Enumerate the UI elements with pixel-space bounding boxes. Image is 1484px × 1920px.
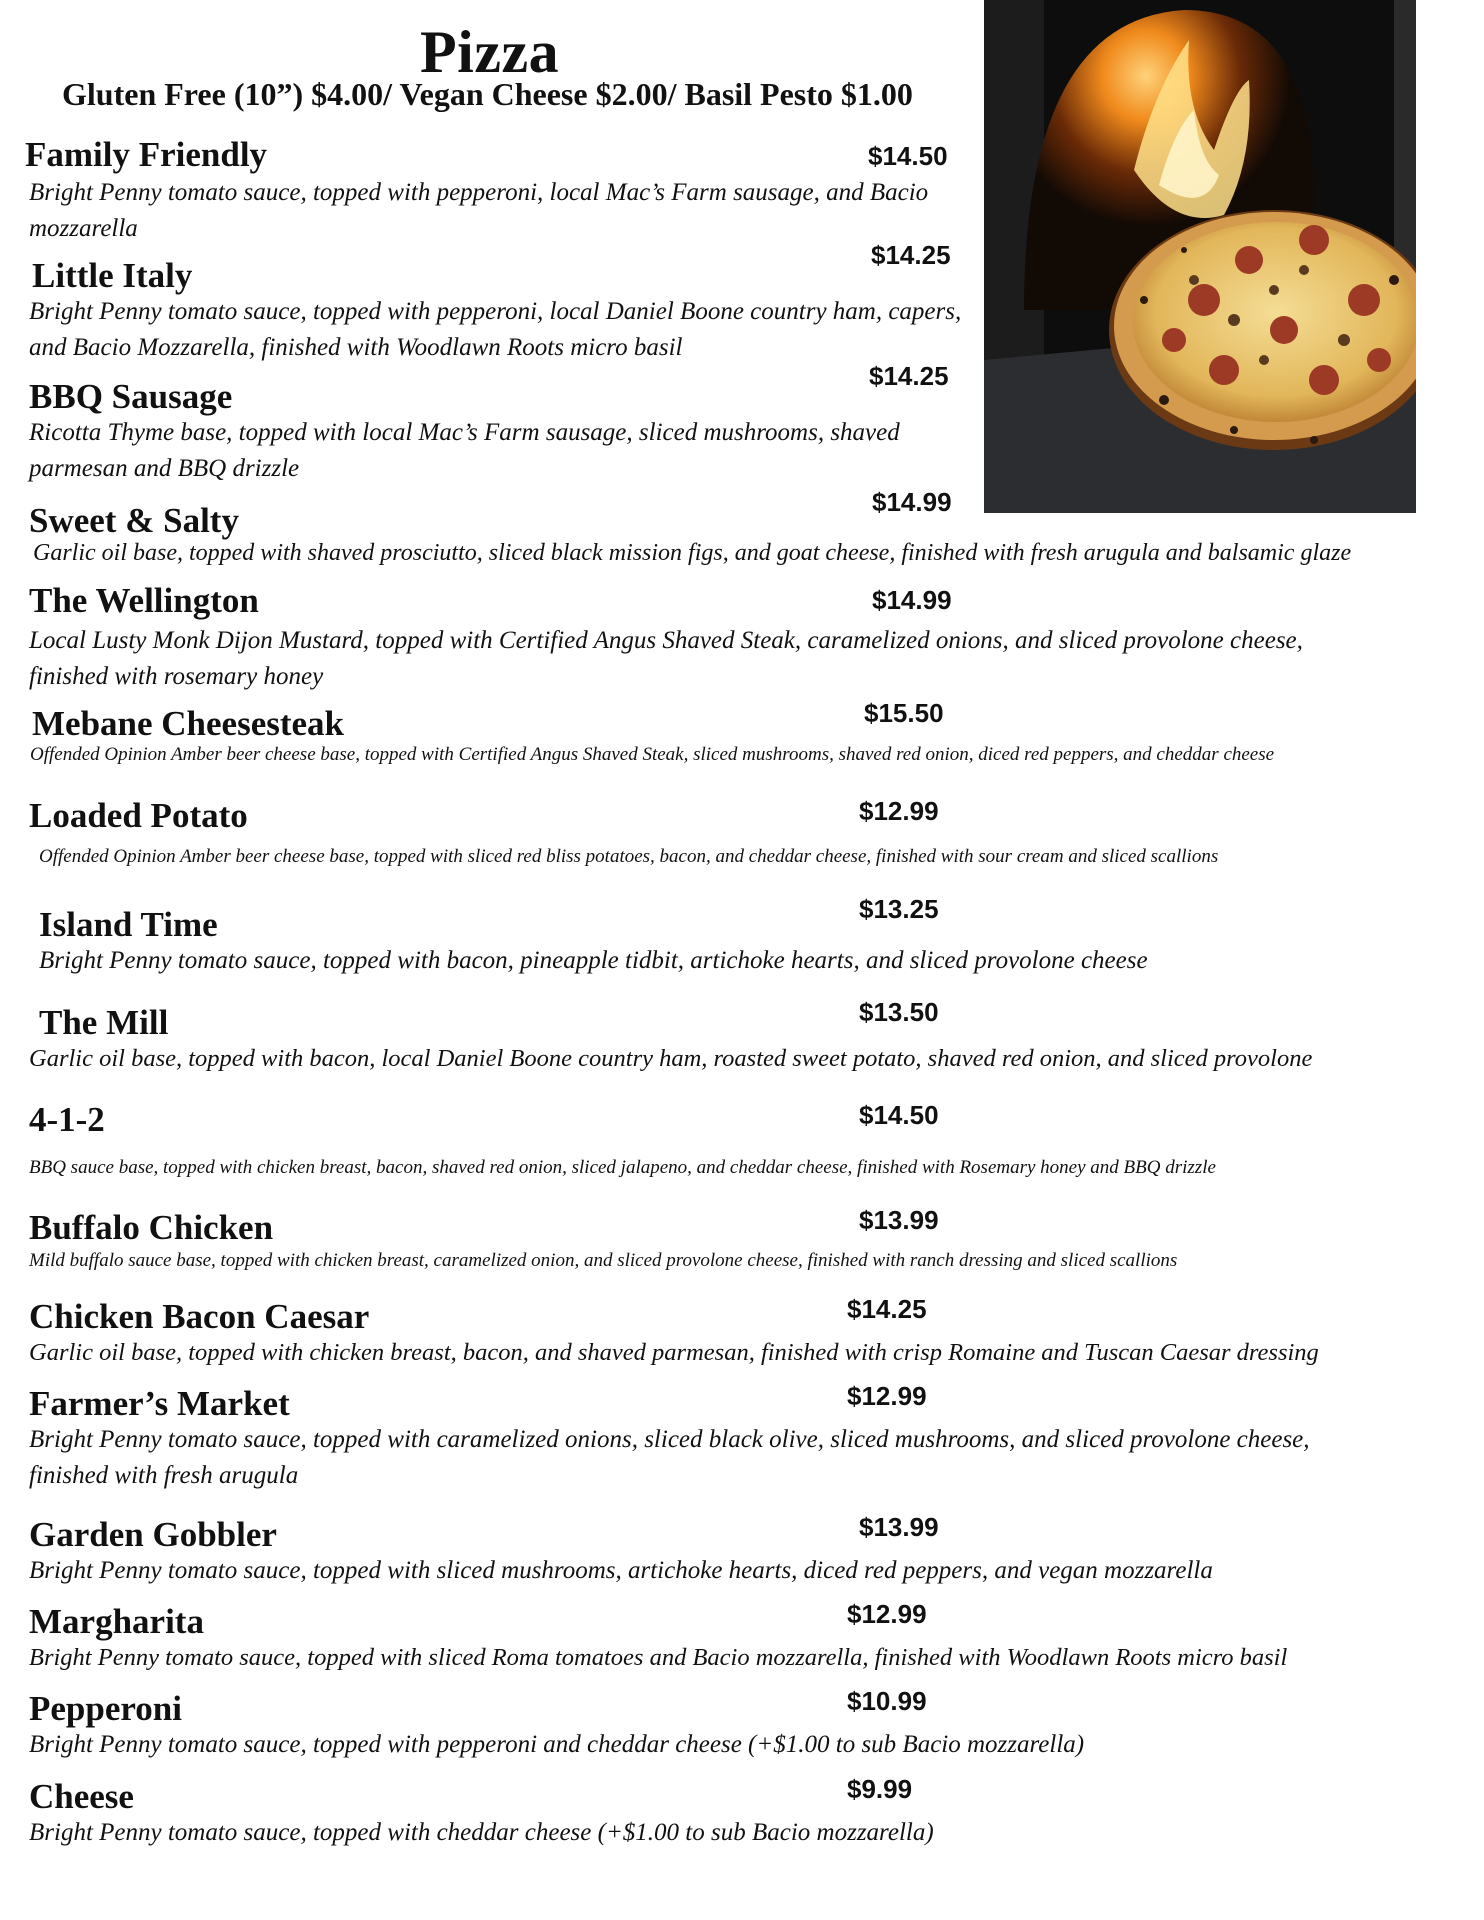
item-name: Margharita — [29, 1602, 204, 1641]
menu-subtitle: Gluten Free (10”) $4.00/ Vegan Cheese $2.00/ Basil Pesto $1.00 — [62, 76, 913, 112]
item-name: Island Time — [39, 905, 218, 944]
item-name: Loaded Potato — [29, 796, 248, 835]
item-price: $12.99 — [859, 796, 939, 826]
item-name: Little Italy — [32, 256, 193, 295]
item-price: $14.99 — [872, 487, 952, 517]
item-price: $10.99 — [847, 1686, 927, 1716]
item-description: Ricotta Thyme base, topped with local Mac’s Farm sausage, sliced mushrooms, shaved parmesan and BBQ drizzle — [29, 419, 900, 482]
item-description: Garlic oil base, topped with bacon, local Daniel Boone country ham, roasted sweet potato, shaved red onion, and sliced provolone — [29, 1045, 1313, 1072]
item-description: Bright Penny tomato sauce, topped with pepperoni, local Daniel Boone country ham, capers, and Bacio Mozzarella, finished with Woodlawn Roots micro basil — [29, 298, 962, 361]
item-price: $13.25 — [859, 894, 939, 924]
item-price: $14.25 — [871, 240, 951, 270]
item-price: $14.25 — [869, 361, 949, 391]
item-price: $13.99 — [859, 1205, 939, 1235]
item-name: Sweet & Salty — [29, 501, 239, 540]
item-price: $14.99 — [872, 585, 952, 615]
item-description: Bright Penny tomato sauce, topped with sliced mushrooms, artichoke hearts, diced red peppers, and vegan mozzarella — [29, 1557, 1213, 1584]
item-description: Garlic oil base, topped with shaved prosciutto, sliced black mission figs, and goat cheese, finished with fresh arugula and balsamic glaze — [33, 540, 1352, 566]
item-name: Garden Gobbler — [29, 1515, 277, 1554]
item-name: Mebane Cheesesteak — [32, 704, 345, 743]
item-description: Offended Opinion Amber beer cheese base, topped with Certified Angus Shaved Steak, sliced mushrooms, shaved red onion, diced red peppers, and cheddar cheese — [30, 744, 1275, 765]
item-price: $14.25 — [847, 1294, 927, 1324]
item-price: $13.50 — [859, 997, 939, 1027]
item-description: Bright Penny tomato sauce, topped with pepperoni, local Mac’s Farm sausage, and Bacio mozzarella — [29, 179, 929, 242]
item-name: Family Friendly — [25, 135, 268, 174]
item-name: The Wellington — [29, 581, 259, 620]
item-description: Offended Opinion Amber beer cheese base, topped with sliced red bliss potatoes, bacon, and cheddar cheese, finished with sour cream and sliced scallions — [39, 846, 1219, 867]
item-price: $14.50 — [859, 1100, 939, 1130]
menu-title: Pizza — [420, 19, 560, 85]
item-name: 4-1-2 — [29, 1100, 105, 1139]
item-description: Bright Penny tomato sauce, topped with sliced Roma tomatoes and Bacio mozzarella, finished with Woodlawn Roots micro basil — [29, 1644, 1288, 1671]
item-name: Cheese — [29, 1777, 134, 1816]
item-description: Garlic oil base, topped with chicken breast, bacon, and shaved parmesan, finished with crisp Romaine and Tuscan Caesar dressing — [29, 1339, 1319, 1366]
item-description: Local Lusty Monk Dijon Mustard, topped with Certified Angus Shaved Steak, caramelized onions, and sliced provolone cheese, finished with rosemary honey — [29, 627, 1303, 690]
item-name: The Mill — [39, 1003, 169, 1042]
item-price: $15.50 — [864, 698, 944, 728]
item-name: Buffalo Chicken — [29, 1208, 274, 1247]
item-description: Bright Penny tomato sauce, topped with caramelized onions, sliced black olive, sliced mushrooms, and sliced provolone cheese, finished with fresh arugula — [29, 1426, 1310, 1489]
item-name: BBQ Sausage — [29, 377, 233, 416]
item-name: Pepperoni — [29, 1689, 182, 1728]
item-price: $9.99 — [847, 1774, 913, 1804]
item-price: $14.50 — [868, 141, 948, 171]
item-description: Bright Penny tomato sauce, topped with pepperoni and cheddar cheese (+$1.00 to sub Bacio mozzarella) — [29, 1731, 1085, 1758]
item-description: Bright Penny tomato sauce, topped with cheddar cheese (+$1.00 to sub Bacio mozzarella) — [29, 1819, 934, 1846]
item-price: $12.99 — [847, 1599, 927, 1629]
item-description: Mild buffalo sauce base, topped with chicken breast, caramelized onion, and sliced provolone cheese, finished with ranch dressing and sliced scallions — [29, 1250, 1178, 1271]
item-price: $13.99 — [859, 1512, 939, 1542]
item-price: $12.99 — [847, 1381, 927, 1411]
item-name: Chicken Bacon Caesar — [29, 1297, 370, 1336]
item-description: BBQ sauce base, topped with chicken breast, bacon, shaved red onion, sliced jalapeno, and cheddar cheese, finished with Rosemary honey and BBQ drizzle — [29, 1157, 1216, 1178]
wood-fired-pizza-photo — [984, 0, 1416, 513]
item-name: Farmer’s Market — [29, 1384, 290, 1423]
item-description: Bright Penny tomato sauce, topped with bacon, pineapple tidbit, artichoke hearts, and sliced provolone cheese — [39, 947, 1148, 974]
